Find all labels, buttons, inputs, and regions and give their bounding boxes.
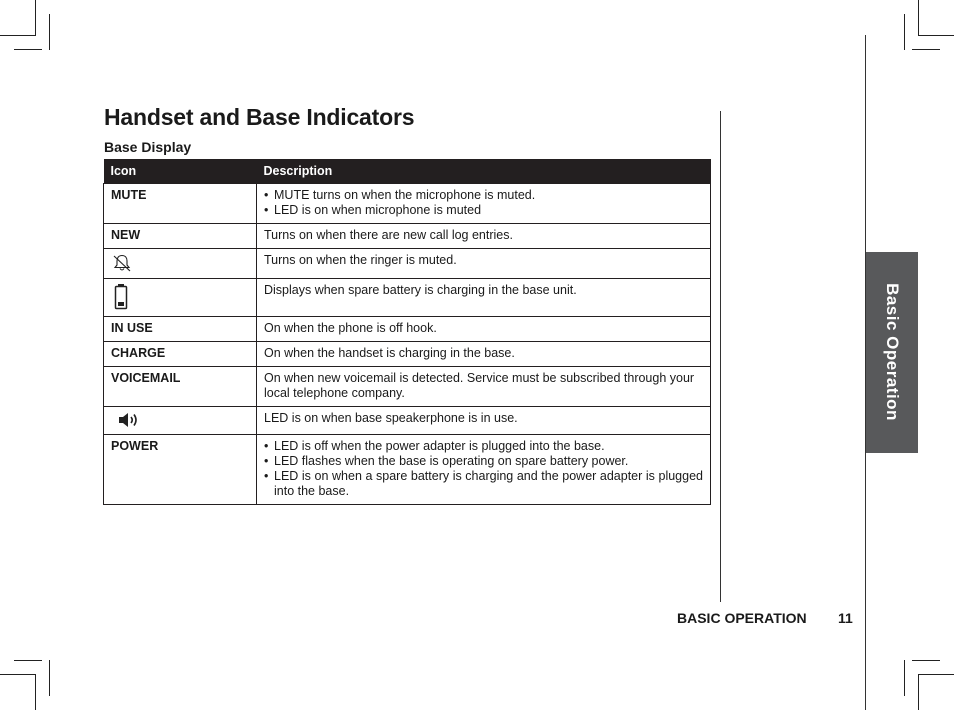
- page-title: Handset and Base Indicators: [104, 104, 415, 130]
- description-cell: LED is on when base speakerphone is in use.: [257, 407, 711, 435]
- icon-cell: [104, 249, 257, 279]
- description-cell: On when the phone is off hook.: [257, 317, 711, 342]
- icon-cell: VOICEMAIL: [104, 367, 257, 407]
- description-cell: Turns on when there are new call log entries.: [257, 224, 711, 249]
- list-item: • MUTE turns on when the microphone is muted.: [264, 188, 703, 203]
- table-row: [104, 342, 711, 367]
- indicator-table: [103, 159, 711, 505]
- table-header-row: [104, 159, 711, 184]
- header-description: Description: [257, 159, 711, 184]
- description-cell: Displays when spare battery is charging in the base unit.: [257, 279, 711, 317]
- table-row: [104, 184, 711, 224]
- icon-cell: CHARGE: [104, 342, 257, 367]
- header-icon: Icon: [104, 159, 257, 184]
- column-divider-line: [720, 111, 721, 602]
- side-section-tab: [866, 252, 918, 453]
- table-row: [104, 249, 711, 279]
- section-subtitle: Base Display: [104, 139, 192, 155]
- table-row: [104, 317, 711, 342]
- table-row: [104, 435, 711, 505]
- description-cell: [257, 184, 711, 224]
- page-number: 11: [838, 610, 853, 626]
- icon-cell: IN USE: [104, 317, 257, 342]
- icon-cell: POWER: [104, 435, 257, 505]
- table-row: [104, 367, 711, 407]
- list-item: • LED is on when a spare battery is charging and the power adapter is plugged into the base.: [264, 469, 703, 499]
- icon-cell: [104, 407, 257, 435]
- description-cell: On when new voicemail is detected. Service must be subscribed through your local telephone company.: [257, 367, 711, 407]
- ringer-off-icon: [111, 253, 249, 273]
- speakerphone-icon: [111, 411, 249, 429]
- table-row: [104, 407, 711, 435]
- table-row: [104, 224, 711, 249]
- side-tab-label: Basic Operation: [883, 283, 902, 421]
- description-cell: On when the handset is charging in the base.: [257, 342, 711, 367]
- list-item: • LED flashes when the base is operating on spare battery power.: [264, 454, 703, 469]
- battery-icon: [111, 283, 249, 311]
- list-item: • LED is off when the power adapter is plugged into the base.: [264, 439, 703, 454]
- description-cell: [257, 435, 711, 505]
- icon-cell: [104, 279, 257, 317]
- table-row: [104, 279, 711, 317]
- list-item: • LED is on when microphone is muted: [264, 203, 703, 218]
- description-cell: Turns on when the ringer is muted.: [257, 249, 711, 279]
- icon-cell: NEW: [104, 224, 257, 249]
- footer-section-label: BASIC OPERATION: [677, 610, 807, 626]
- icon-cell: MUTE: [104, 184, 257, 224]
